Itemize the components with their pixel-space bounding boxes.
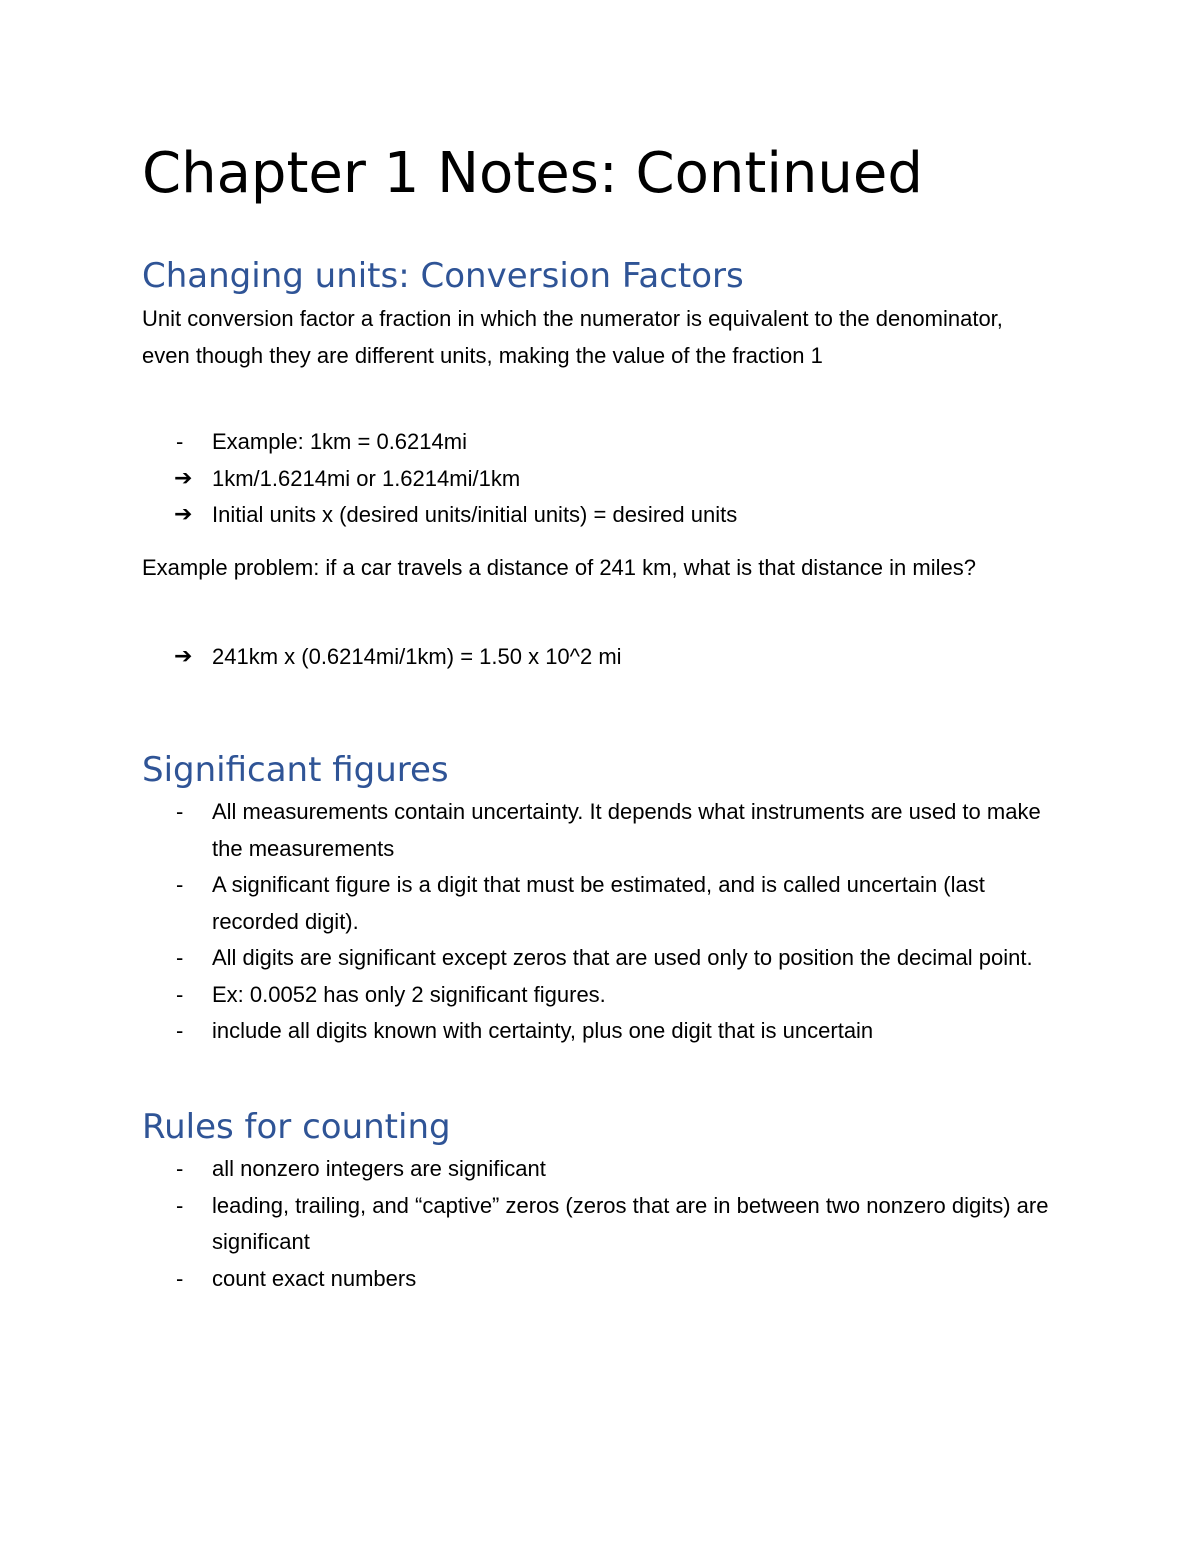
conversion-list xyxy=(142,424,1072,534)
rules-list xyxy=(142,1151,1072,1297)
list-item-text: 241km x (0.6214mi/1km) = 1.50 x 10^2 mi xyxy=(212,644,622,669)
list-item-text: all nonzero integers are significant xyxy=(212,1156,546,1181)
dash-bullet: - xyxy=(176,429,184,454)
list-item-text: include all digits known with certainty, plus one digit that is uncertain xyxy=(212,1018,874,1043)
list-item xyxy=(142,424,1072,461)
dash-bullet: - xyxy=(176,945,184,970)
dash-bullet: - xyxy=(176,1192,184,1218)
list-item xyxy=(142,1188,1072,1261)
arrow-bullet-icon: ➔ xyxy=(174,465,193,491)
answer-list xyxy=(142,639,1072,676)
dash-bullet: - xyxy=(176,1018,184,1043)
list-item-text: Ex: 0.0052 has only 2 significant figures. xyxy=(212,981,606,1007)
dash-bullet: - xyxy=(176,799,184,824)
list-item xyxy=(142,794,1072,867)
list-item xyxy=(142,1151,1072,1188)
arrow-bullet-icon: ➔ xyxy=(174,502,193,527)
list-item xyxy=(142,497,1072,534)
section-heading-rules-for-counting: Rules for counting xyxy=(142,1107,451,1147)
dash-bullet: - xyxy=(176,1156,184,1181)
list-item xyxy=(142,940,1072,977)
section-heading-conversion-factors: Changing units: Conversion Factors xyxy=(142,256,744,296)
list-item-text: All digits are significant except zeros that are used only to position the decimal point. xyxy=(212,945,1033,970)
dash-bullet: - xyxy=(176,1265,184,1291)
definition-paragraph: Unit conversion factor a fraction in which the numerator is equivalent to the denominator, even though they are different units, making the value of the fraction 1 xyxy=(142,306,1003,368)
list-item xyxy=(142,639,1072,676)
significant-figures-list xyxy=(142,794,1072,1050)
list-item-text: leading, trailing, and “captive” zeros (zeros that are in between two nonzero digits) are significant xyxy=(212,1192,1049,1254)
list-item xyxy=(142,867,1072,940)
list-item-text: All measurements contain uncertainty. It depends what instruments are used to make the measurements xyxy=(212,799,1041,861)
arrow-bullet-icon: ➔ xyxy=(174,644,193,669)
list-item-text: count exact numbers xyxy=(212,1265,417,1291)
document-page xyxy=(142,0,1072,1553)
list-item xyxy=(142,977,1072,1014)
list-item xyxy=(142,1261,1072,1298)
example-problem-paragraph: Example problem: if a car travels a distance of 241 km, what is that distance in miles? xyxy=(142,555,976,580)
list-item-text: A significant figure is a digit that must be estimated, and is called uncertain (last recorded digit). xyxy=(212,872,985,934)
dash-bullet: - xyxy=(176,872,184,897)
dash-bullet: - xyxy=(176,981,184,1007)
list-item-text: Initial units x (desired units/initial units) = desired units xyxy=(212,502,738,527)
list-item-text: Example: 1km = 0.6214mi xyxy=(212,429,467,454)
list-item xyxy=(142,1013,1072,1050)
section-heading-significant-figures: Significant figures xyxy=(142,750,449,790)
list-item xyxy=(142,461,1072,498)
list-item-text: 1km/1.6214mi or 1.6214mi/1km xyxy=(212,465,521,491)
document-title: Chapter 1 Notes: Continued xyxy=(142,141,923,206)
